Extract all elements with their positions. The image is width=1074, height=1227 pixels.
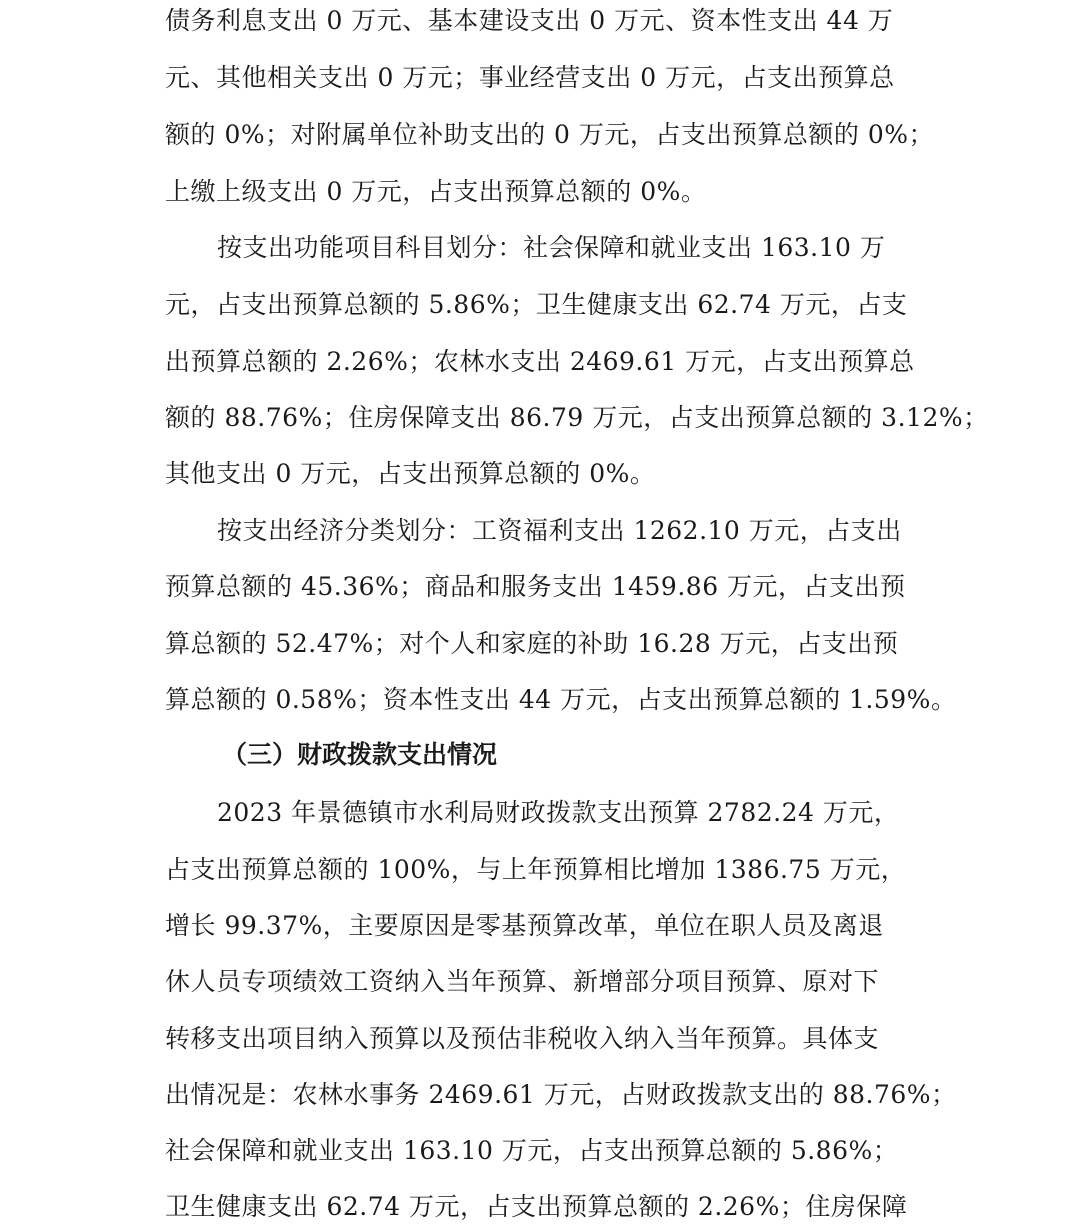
body-text-line: 算总额的 52.47%；对个人和家庭的补助 16.28 万元，占支出预 xyxy=(165,629,899,658)
body-text-line: 社会保障和就业支出 163.10 万元，占支出预算总额的 5.86%； xyxy=(165,1136,899,1165)
paragraph-start-line: 按支出经济分类划分：工资福利支出 1262.10 万元，占支出 xyxy=(217,516,902,545)
body-text-line: 增长 99.37%，主要原因是零基预算改革，单位在职人员及离退 xyxy=(165,911,884,940)
body-text-line: 额的 0%；对附属单位补助支出的 0 万元，占支出预算总额的 0%； xyxy=(165,120,935,149)
body-text-line: 预算总额的 45.36%；商品和服务支出 1459.86 万元，占支出预 xyxy=(165,572,906,601)
paragraph-start-line: 按支出功能项目科目划分：社会保障和就业支出 163.10 万 xyxy=(217,233,886,262)
body-text-line: 出情况是：农林水事务 2469.61 万元，占财政拨款支出的 88.76%； xyxy=(165,1080,957,1109)
body-text-line: 出预算总额的 2.26%；农林水支出 2469.61 万元，占支出预算总 xyxy=(165,347,915,376)
body-text-line: 债务利息支出 0 万元、基本建设支出 0 万元、资本性支出 44 万 xyxy=(165,6,894,35)
body-text-line: 转移支出项目纳入预算以及预估非税收入纳入当年预算。具体支 xyxy=(165,1024,880,1053)
section-heading: （三）财政拨款支出情况 xyxy=(222,740,498,769)
body-text-line: 算总额的 0.58%；资本性支出 44 万元，占支出预算总额的 1.59%。 xyxy=(165,685,957,714)
body-text-line: 休人员专项绩效工资纳入当年预算、新增部分项目预算、原对下 xyxy=(165,967,880,996)
body-text-line: 占支出预算总额的 100%，与上年预算相比增加 1386.75 万元， xyxy=(165,855,907,884)
body-text-line: 额的 88.76%；住房保障支出 86.79 万元，占支出预算总额的 3.12%； xyxy=(165,403,989,432)
body-text-line: 元，占支出预算总额的 5.86%；卫生健康支出 62.74 万元，占支 xyxy=(165,290,908,319)
body-text-line: 卫生健康支出 62.74 万元，占支出预算总额的 2.26%；住房保障 xyxy=(165,1192,908,1221)
body-text-line: 其他支出 0 万元，占支出预算总额的 0%。 xyxy=(165,459,656,488)
body-text-line: 上缴上级支出 0 万元，占支出预算总额的 0%。 xyxy=(165,177,707,206)
paragraph-start-line: 2023 年景德镇市水利局财政拨款支出预算 2782.24 万元， xyxy=(217,798,900,827)
body-text-line: 元、其他相关支出 0 万元；事业经营支出 0 万元，占支出预算总 xyxy=(165,63,895,92)
